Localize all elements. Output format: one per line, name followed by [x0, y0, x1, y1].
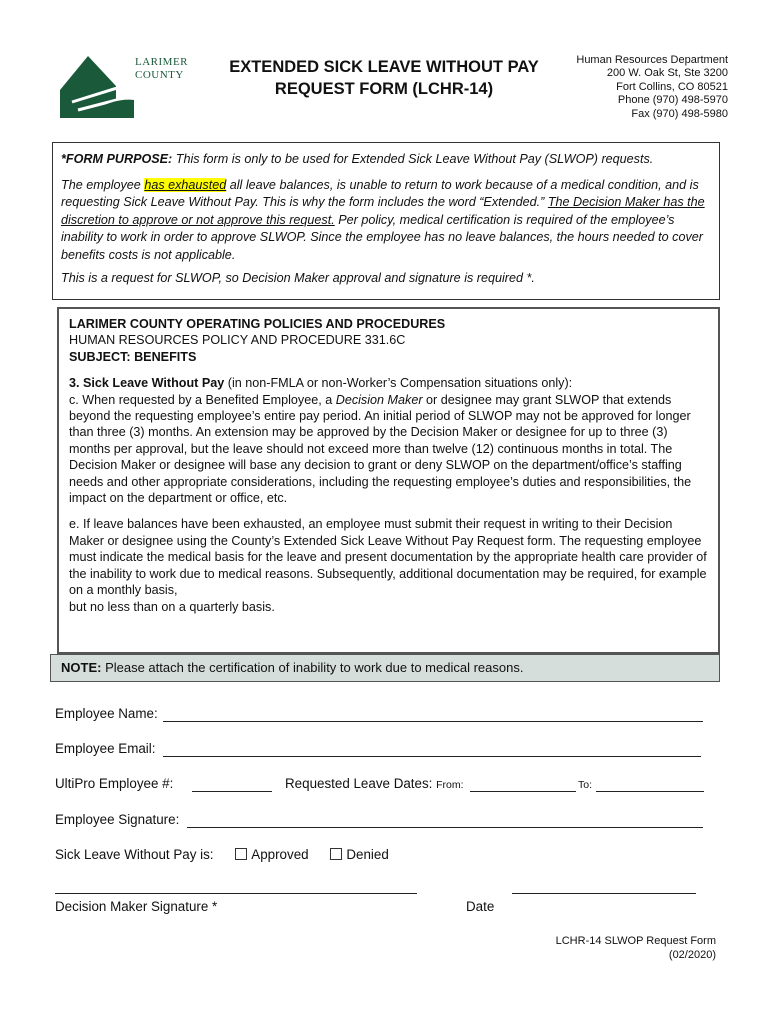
- decision-maker-italic: Decision Maker: [335, 392, 423, 407]
- purpose-p2-a: The employee: [61, 177, 145, 192]
- highlight-has-exhausted: has exhausted: [144, 177, 227, 192]
- hr-phone: Phone (970) 498-5970: [617, 94, 728, 107]
- date-label: Date: [466, 899, 495, 914]
- requested-leave-dates-text: Requested Leave Dates:: [285, 776, 433, 791]
- employee-name-field[interactable]: [163, 721, 703, 722]
- section-3-label: 3. Sick Leave Without Pay: [69, 376, 225, 391]
- section-3-heading: [69, 375, 708, 391]
- title-line-1: EXTENDED SICK LEAVE WITHOUT PAY: [229, 58, 539, 76]
- employee-signature-label: Employee Signature:: [55, 812, 180, 827]
- policy-excerpt-box: [57, 307, 720, 654]
- decision-maker-signature-field[interactable]: [55, 893, 417, 894]
- ultipro-employee-number-field[interactable]: [192, 791, 272, 792]
- policy-heading-3: SUBJECT: BENEFITS: [69, 349, 197, 364]
- hr-address-2: Fort Collins, CO 80521: [616, 80, 728, 93]
- policy-heading-2: HUMAN RESOURCES POLICY AND PROCEDURE 331.6C: [69, 333, 406, 348]
- denied-label: Denied: [346, 847, 389, 862]
- note-text: Please attach the certification of inability to work due to medical reasons.: [101, 660, 524, 675]
- approved-label: Approved: [251, 847, 309, 862]
- leave-from-field[interactable]: [470, 791, 576, 792]
- title-line-2: REQUEST FORM (LCHR-14): [274, 80, 494, 98]
- form-title: [200, 56, 568, 100]
- from-label: From:: [436, 779, 464, 791]
- purpose-paragraph-3: This is a request for SLWOP, so Decision Maker approval and signature is required *.: [61, 271, 535, 285]
- purpose-p2-b: all leave balances, is unable to return to work because of a medical condition, and is requesting Sick Leave Without Pay. This is why the form includes the word “Extended.”: [61, 177, 699, 209]
- ultipro-label: UltiPro Employee #:: [55, 776, 174, 791]
- purpose-p2-c: Per policy, medical certification is required of the employee’s inability to work in order to approve SLWOP. Since the employee has no leave balances, the hours needed to cover benefits costs is not applicable.: [61, 212, 703, 262]
- slwop-is-label: Sick Leave Without Pay is:: [55, 847, 214, 862]
- form-footer: [530, 934, 716, 962]
- section-c-b: or designee may grant SLWOP that extends beyond the requesting employee’s entire pay period. An initial period of SLWOP may not be approved for longer than three (3) months. An extension may be approved by the Decision Maker or designee for up to three (3) months per approval, but the leave should not exceed more than twelve (12) continuous months in total. The Decision Maker or designee will base any decision to grant or deny SLWOP on the department/office’s staffing needs and other appropriate considerations, including the requesting employee’s duties and responsibilities, the impact on the department or office, etc.: [69, 392, 692, 506]
- purpose-text-1: This form is only to be used for Extended Sick Leave Without Pay (SLWOP) requests.: [172, 152, 654, 166]
- note-bar: [50, 654, 720, 682]
- footer-form-name: LCHR-14 SLWOP Request Form: [555, 935, 716, 947]
- note-label: NOTE:: [61, 660, 102, 675]
- purpose-paragraph-2: [61, 177, 711, 265]
- logo-text-county: COUNTY: [135, 69, 184, 81]
- employee-signature-field[interactable]: [187, 827, 703, 828]
- slwop-decision-row: [55, 847, 389, 862]
- hr-address-1: 200 W. Oak St, Ste 3200: [606, 67, 728, 80]
- logo-text-larimer: LARIMER: [135, 56, 188, 68]
- employee-email-field[interactable]: [163, 756, 701, 757]
- leave-to-field[interactable]: [596, 791, 704, 792]
- purpose-paragraph-1: [61, 151, 711, 169]
- to-label: To:: [578, 779, 593, 791]
- employee-name-label: Employee Name:: [55, 706, 158, 721]
- date-field[interactable]: [512, 893, 696, 894]
- hr-fax: Fax (970) 498-5980: [631, 107, 728, 120]
- hr-address-block: [560, 54, 728, 121]
- approved-checkbox[interactable]: [235, 848, 247, 860]
- footer-revision-date: (02/2020): [668, 949, 716, 961]
- section-3-rest: (in non-FMLA or non-Worker’s Compensation situations only):: [224, 376, 573, 391]
- purpose-label: *FORM PURPOSE:: [61, 152, 173, 166]
- section-e-last-line: but no less than on a quarterly basis.: [69, 599, 275, 614]
- denied-checkbox[interactable]: [330, 848, 342, 860]
- employee-email-label: Employee Email:: [55, 741, 156, 756]
- leave-dates-label: [285, 776, 464, 791]
- form-purpose-box: [52, 142, 720, 300]
- policy-heading-1: LARIMER COUNTY OPERATING POLICIES AND PROCEDURES: [69, 317, 446, 331]
- decision-maker-signature-label: Decision Maker Signature *: [55, 899, 218, 914]
- section-e-paragraph: e. If leave balances have been exhausted, an employee must submit their request in writing to their Decision Maker or designee using the County’s Extended Sick Leave Without Pay Request form. The requesting employee must indicate the medical basis for the leave and present documentation by the appropriate health care provider of the inability to work due to medical reasons. Subsequently, additional documentation may be required, for example on a monthly basis,: [69, 517, 707, 598]
- larimer-county-logo: [58, 52, 188, 122]
- hr-dept: Human Resources Department: [576, 54, 728, 66]
- purpose-discretion-underline: The Decision Maker has the discretion to approve or not approve this request.: [61, 195, 705, 227]
- section-c-a: c. When requested by a Benefited Employee, a: [69, 392, 336, 407]
- mountain-logo-icon: [58, 52, 134, 118]
- section-c-paragraph: [69, 392, 708, 507]
